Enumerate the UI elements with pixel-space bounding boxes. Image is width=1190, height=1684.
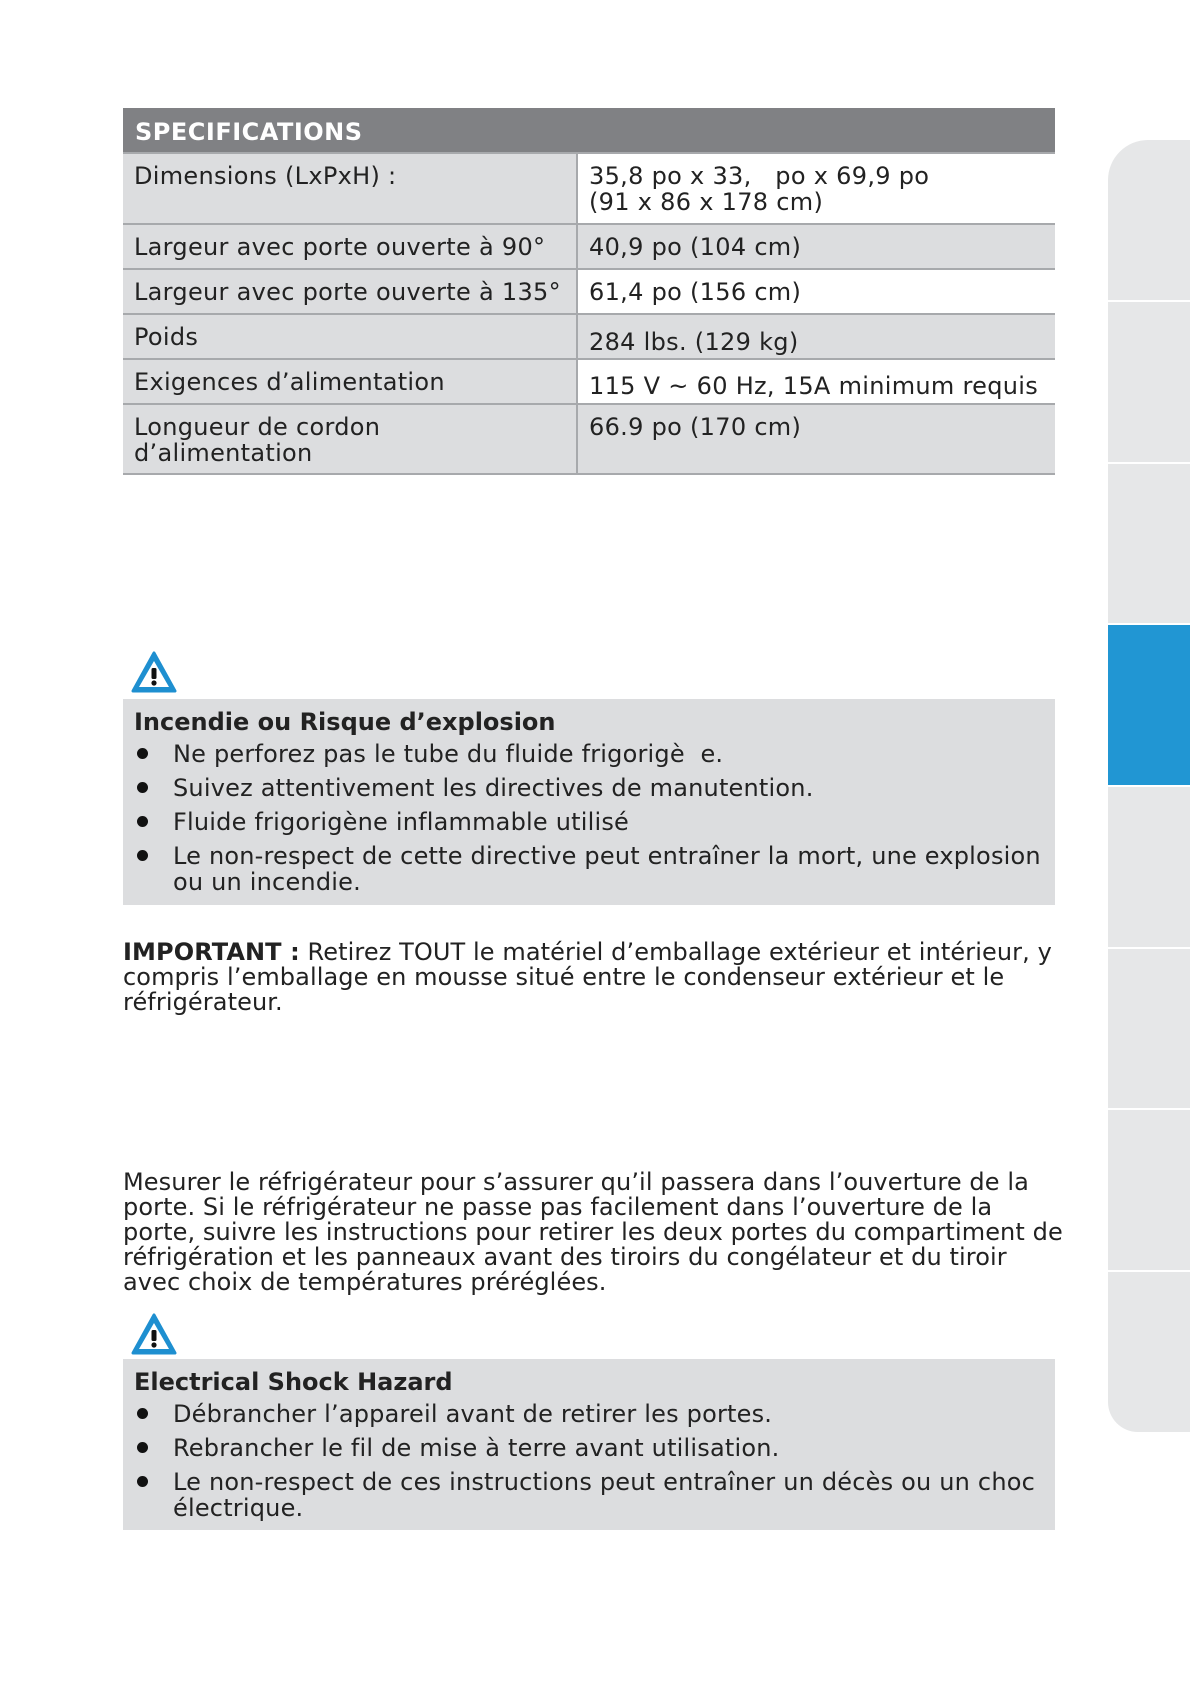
bullet-icon xyxy=(137,782,148,793)
warning-title: Electrical Shock Hazard xyxy=(134,1368,453,1396)
bullet-icon xyxy=(137,1476,148,1487)
warning-item: Rebrancher le fil de mise à terre avant utilisation. xyxy=(134,1435,1045,1461)
spec-label: Largeur avec porte ouverte à 90° xyxy=(123,225,578,268)
spec-label-line: d’alimentation xyxy=(134,439,313,467)
spec-value xyxy=(578,154,1055,223)
warning-box-electrical xyxy=(123,1359,1055,1530)
bullet-icon xyxy=(137,1442,148,1453)
bullet-icon xyxy=(137,850,148,861)
spec-value: 66.9 po (170 cm) xyxy=(578,405,1055,473)
warning-item: Débrancher l’appareil avant de retirer les portes. xyxy=(134,1401,1045,1427)
specifications-table xyxy=(123,108,1055,475)
spec-label: Dimensions (LxPxH) : xyxy=(123,154,578,223)
spec-value: 61,4 po (156 cm) xyxy=(589,278,802,306)
warning-triangle-icon xyxy=(130,650,178,694)
specifications-header: SPECIFICATIONS xyxy=(123,108,1055,152)
spec-label: Largeur avec porte ouverte à 135° xyxy=(123,270,578,313)
spec-row-dimensions xyxy=(123,152,1055,223)
spec-value-line: (91 x 86 x 178 cm) xyxy=(589,188,824,216)
section-tab-2[interactable] xyxy=(1108,302,1190,462)
warning-box-fire xyxy=(123,699,1055,905)
spec-row-width-135 xyxy=(123,268,1055,313)
spec-label: Exigences d’alimentation xyxy=(123,360,578,403)
important-text: Retirez TOUT le matériel d’emballage extérieur et intérieur, y compris l’emballage en mousse situé entre le condenseur extérieur et le réfrigérateur. xyxy=(123,938,1052,1016)
important-paragraph xyxy=(123,940,1063,1015)
spec-value-line: 35,8 po x 33, po x 69,9 po xyxy=(589,162,930,190)
warning-list xyxy=(134,741,1045,895)
spec-label: Poids xyxy=(123,315,578,358)
warning-item: Ne perforez pas le tube du fluide frigorigè e. xyxy=(134,741,1045,767)
spec-label-line: Longueur de cordon xyxy=(134,413,381,441)
spec-row-width-90 xyxy=(123,223,1055,268)
warning-title: Incendie ou Risque d’explosion xyxy=(134,708,556,736)
measure-paragraph: Mesurer le réfrigérateur pour s’assurer qu’il passera dans l’ouverture de la porte. Si le réfrigérateur ne passe pas facilement dans l’ouverture de la porte, suivre les instructions pour retirer les deux portes du compartiment de réfrigération et les panneaux avant des tiroirs du congélateur et du tiroir avec choix de températures préréglées. xyxy=(123,1168,1063,1296)
warning-item: Fluide frigorigène inflammable utilisé xyxy=(134,809,1045,835)
spec-value: 40,9 po (104 cm) xyxy=(578,225,1055,268)
warning-triangle-icon xyxy=(130,1312,178,1356)
spec-value: 115 V ~ 60 Hz, 15A minimum requis xyxy=(589,372,1039,400)
spec-row-cord-length xyxy=(123,403,1055,475)
warning-list xyxy=(134,1401,1045,1521)
bullet-icon xyxy=(137,1408,148,1419)
spec-row-power xyxy=(123,358,1055,403)
spec-row-weight xyxy=(123,313,1055,358)
important-label: IMPORTANT : xyxy=(123,938,300,966)
spec-value: 284 lbs. (129 kg) xyxy=(578,315,1055,358)
warning-item: Le non-respect de cette directive peut entraîner la mort, une explosion ou un incendie. xyxy=(134,843,1045,895)
section-tab-3[interactable] xyxy=(1108,464,1190,623)
section-tab-6[interactable] xyxy=(1108,949,1190,1108)
warning-item: Le non-respect de ces instructions peut entraîner un décès ou un choc électrique. xyxy=(134,1469,1045,1521)
section-tab-5[interactable] xyxy=(1108,787,1190,947)
section-tab-7[interactable] xyxy=(1108,1110,1190,1270)
section-tab-8[interactable] xyxy=(1108,1272,1190,1432)
spec-label xyxy=(123,405,578,473)
section-tab-4-active[interactable] xyxy=(1108,625,1190,785)
bullet-icon xyxy=(137,816,148,827)
bullet-icon xyxy=(137,748,148,759)
section-tab-1[interactable] xyxy=(1108,140,1190,300)
warning-item: Suivez attentivement les directives de manutention. xyxy=(134,775,1045,801)
